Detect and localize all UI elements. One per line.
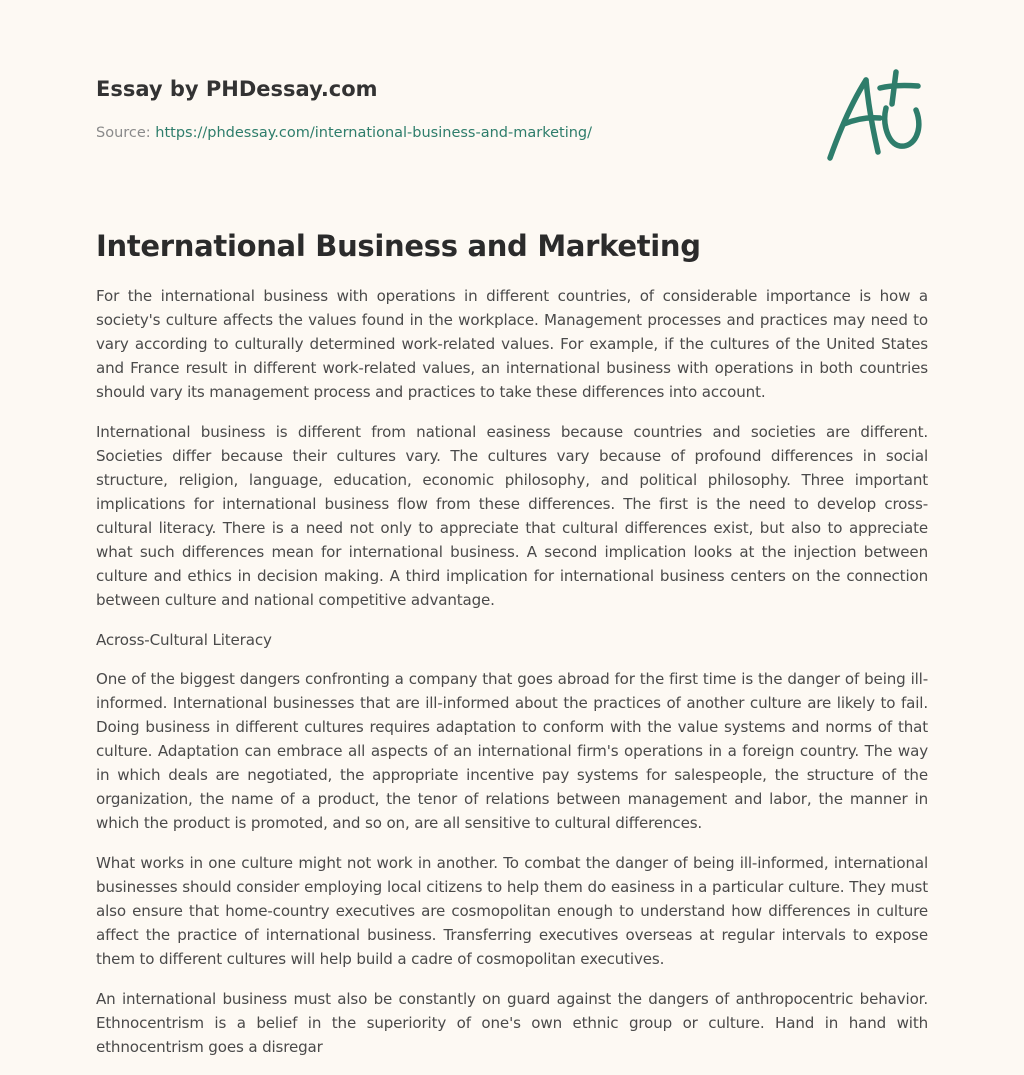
a-plus-logo-icon <box>822 68 928 164</box>
paragraph: What works in one culture might not work in another. To combat the danger of being ill-informed, international businesses should consider employing local citizens to help them do easiness in a particular culture. They must also ensure that home-country executives are cosmopolitan enough to understand how differences in culture affect the practice of international business. Transferring executives overseas at regular intervals to expose them to different cultures will help build a cadre of cosmopolitan executives. <box>96 854 928 968</box>
paragraph: For the international business with operations in different countries, of considerable importance is how a society's culture affects the values found in the workplace. Management processes and practices may need to vary according to culturally determined work-related values. For example, if the cultures of the United States and France result in different work-related values, an international business with operations in both countries should vary its management process and practices to take these differences into account. <box>96 287 928 401</box>
site-title: Essay by PHDessay.com <box>96 77 378 101</box>
section-subheading: Across-Cultural Literacy <box>96 631 272 649</box>
source-link[interactable]: https://phdessay.com/international-business-and-marketing/ <box>155 125 592 141</box>
essay-body <box>96 284 928 1075</box>
source-label: Source: <box>96 125 156 141</box>
essay-title: International Business and Marketing <box>96 229 701 263</box>
paragraph: An international business must also be constantly on guard against the dangers of anthropocentric behavior. Ethnocentrism is a belief in the superiority of one's own ethnic group or culture. Hand in hand with ethnocentrism goes a disregar <box>96 990 928 1056</box>
source-line <box>96 123 696 143</box>
header <box>96 74 696 143</box>
paragraph: International business is different from national easiness because countries and societies are different. Societies differ because their cultures vary. The cultures vary because of profound differences in social structure, religion, language, education, economic philosophy, and political philosophy. Three important implications for international business flow from these differences. The first is the need to develop cross-cultural literacy. There is a need not only to appreciate that cultural differences exist, but also to appreciate what such differences mean for international business. A second implication looks at the injection between culture and ethics in decision making. A third implication for international business centers on the connection between culture and national competitive advantage. <box>96 423 928 609</box>
paragraph: One of the biggest dangers confronting a company that goes abroad for the first time is the danger of being ill-informed. International businesses that are ill-informed about the practices of another culture are likely to fail. Doing business in different cultures requires adaptation to conform with the value systems and norms of that culture. Adaptation can embrace all aspects of an international firm's operations in a foreign country. The way in which deals are negotiated, the appropriate incentive pay systems for salespeople, the structure of the organization, the name of a product, the tenor of relations between management and labor, the manner in which the product is promoted, and so on, are all sensitive to cultural differences. <box>96 670 928 832</box>
